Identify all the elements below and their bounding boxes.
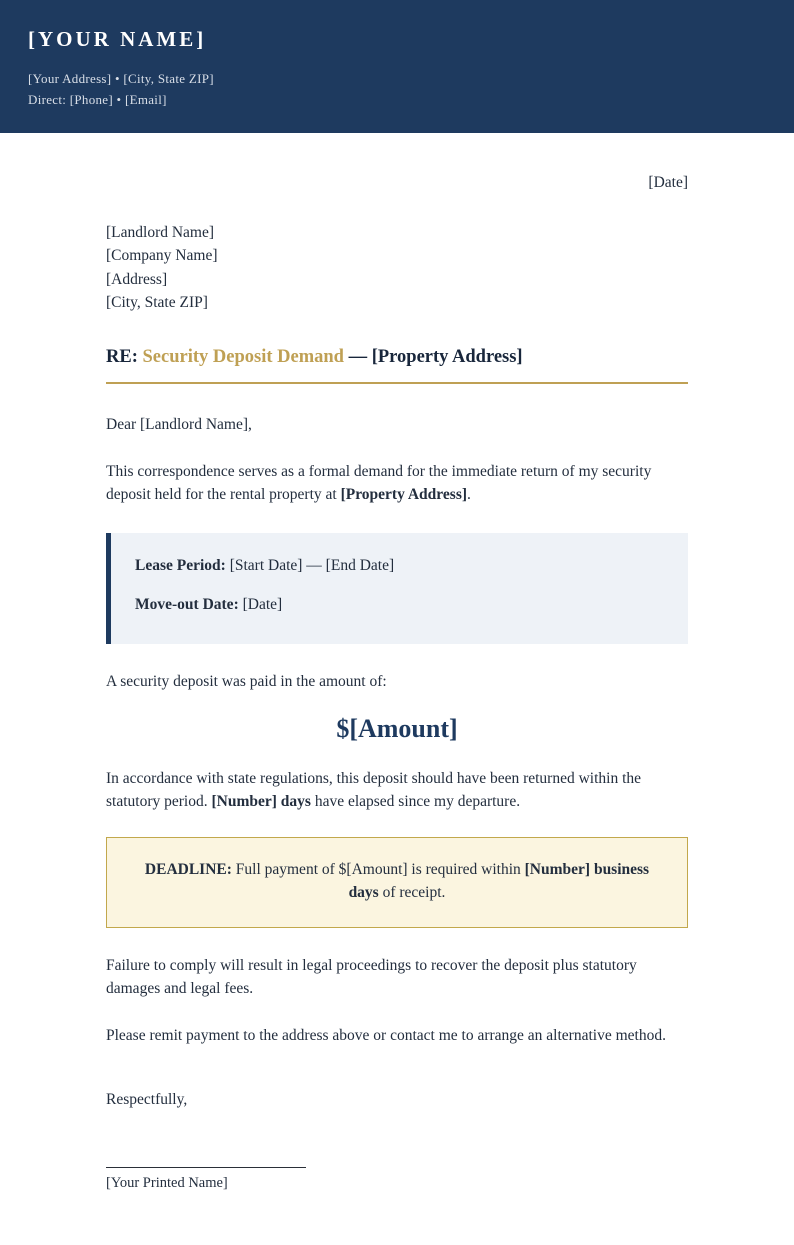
recipient-line: [City, State ZIP] [106, 294, 208, 311]
signature-line [106, 1167, 306, 1168]
recipient-line: [Company Name] [106, 247, 218, 264]
paragraph-remit: Please remit payment to the address above or contact me to arrange an alternative method. [106, 1026, 666, 1044]
lease-period-row: Lease Period: [Start Date] — [End Date] [135, 556, 395, 574]
sender-contact: Direct: [Phone] • [Email] [28, 92, 167, 107]
lease-info-box [106, 533, 688, 644]
move-out-row: Move-out Date: [Date] [135, 596, 283, 613]
deposit-amount: $[Amount] [336, 714, 458, 743]
paragraph-deposit: A security deposit was paid in the amount of: [106, 672, 387, 690]
sender-name: [YOUR NAME] [28, 27, 207, 51]
letterhead [0, 0, 794, 133]
recipient-block [106, 221, 688, 315]
sender-address: [Your Address] • [City, State ZIP] [28, 71, 214, 86]
salutation: Dear [Landlord Name], [106, 416, 252, 433]
paragraph-regulations: In accordance with state regulations, this deposit should have been returned within the statutory period. [Number] days have elapsed since my departure. [106, 769, 642, 810]
letter-date: [Date] [648, 174, 688, 191]
printed-name: [Your Printed Name] [106, 1174, 228, 1191]
closing: Respectfully, [106, 1091, 188, 1108]
letter-body [106, 133, 688, 1195]
recipient-line: [Landlord Name] [106, 223, 215, 241]
deadline-box: DEADLINE: Full payment of $[Amount] is required within [Number] business days of receipt. [106, 837, 688, 928]
paragraph-failure: Failure to comply will result in legal proceedings to recover the deposit plus statutory damages and legal fees. [106, 956, 637, 997]
subject-line: RE: Security Deposit Demand — [Property Address] [106, 346, 688, 385]
recipient-line: [Address] [106, 270, 168, 288]
paragraph-intro: This correspondence serves as a formal demand for the immediate return of my security deposit held for the rental property at [Property Address]. [106, 462, 652, 503]
